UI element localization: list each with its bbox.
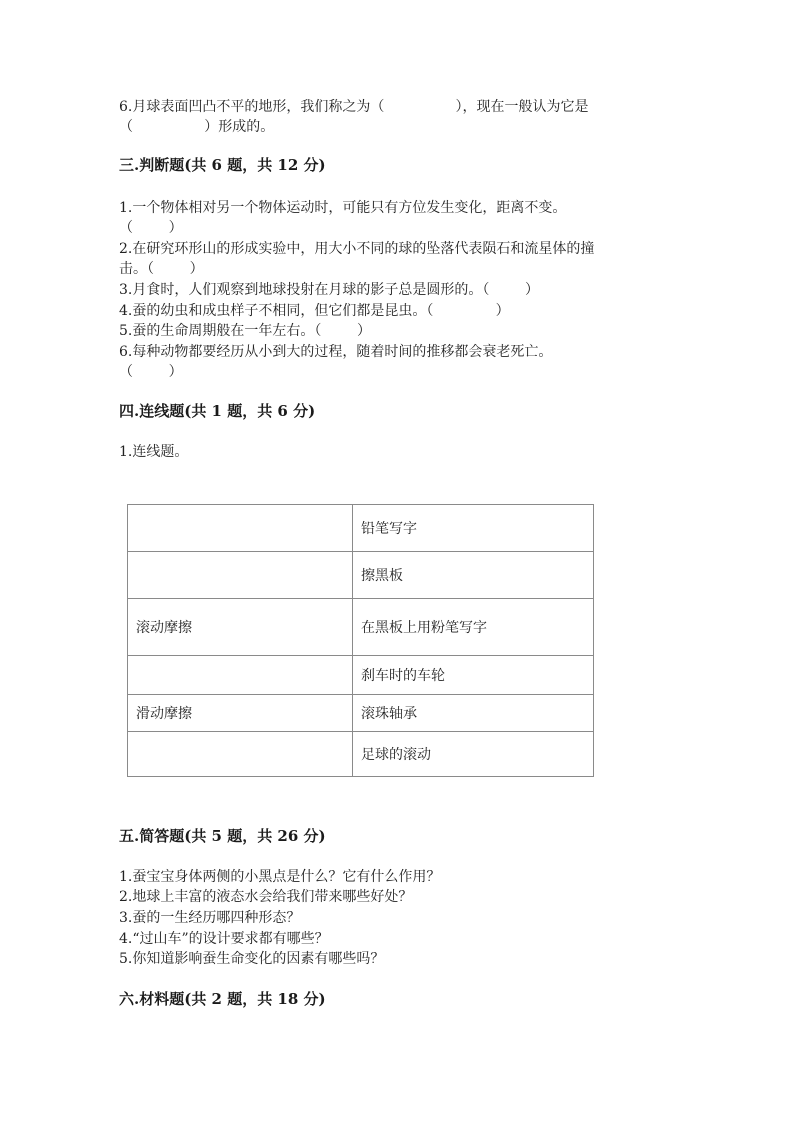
- judge-q6-line1: 6.每种动物都要经历从小到大的过程，随着时间的推移都会衰老死亡。: [119, 344, 553, 360]
- judge-q3: 3.月食时，人们观察到地球投射在月球的影子总是圆形的。（ ）: [119, 282, 539, 298]
- section-5-title: 五.简答题(共 5 题，共 26 分): [119, 827, 326, 845]
- judge-q1-line1: 1.一个物体相对另一个物体运动时，可能只有方位发生变化，距离不变。: [119, 200, 567, 216]
- judge-q1-line2: （ ）: [119, 220, 183, 236]
- short-answer-q1: 1.蚕宝宝身体两侧的小黑点是什么？它有什么作用？: [119, 869, 441, 885]
- table-row: [128, 505, 594, 552]
- judge-q2-line1: 2.在研究环形山的形成实验中，用大小不同的球的坠落代表陨石和流星体的撞: [119, 241, 595, 257]
- section-4-title: 四.连线题(共 1 题，共 6 分): [119, 402, 316, 420]
- short-answer-q3: 3.蚕的一生经历哪四种形态？: [119, 910, 301, 926]
- table-cell-left: [128, 552, 353, 599]
- judge-q2-line2: 击。（ ）: [119, 261, 204, 277]
- table-row: [128, 599, 594, 656]
- table-cell-left: 滑动摩擦: [128, 695, 353, 732]
- table-row: [128, 656, 594, 695]
- judge-q5: 5.蚕的生命周期般在一年左右。（ ）: [119, 323, 371, 339]
- table-row: [128, 695, 594, 732]
- table-cell-right: 足球的滚动: [353, 732, 594, 777]
- table-cell-left: 滚动摩擦: [128, 599, 353, 656]
- section-6-title: 六.材料题(共 2 题，共 18 分): [119, 990, 326, 1008]
- section-3-title: 三.判断题(共 6 题，共 12 分): [119, 156, 326, 174]
- judge-q6-line2: （ ）: [119, 364, 183, 380]
- short-answer-q5: 5.你知道影响蚕生命变化的因素有哪些吗？: [119, 951, 385, 967]
- table-cell-right: 铅笔写字: [353, 505, 594, 552]
- matching-table: [127, 504, 594, 777]
- short-answer-q4: 4.“过山车”的设计要求都有哪些？: [119, 931, 329, 947]
- table-cell-left: [128, 732, 353, 777]
- table-row: [128, 552, 594, 599]
- table-cell-right: 刹车时的车轮: [353, 656, 594, 695]
- judge-q4: 4.蚕的幼虫和成虫样子不相同，但它们都是昆虫。（ ）: [119, 303, 510, 319]
- table-row: [128, 732, 594, 777]
- fill-blank-q6-line1: 6.月球表面凹凸不平的地形，我们称之为（ ），现在一般认为它是: [119, 99, 589, 115]
- table-cell-left: [128, 505, 353, 552]
- matching-question: 1.连线题。: [119, 444, 189, 460]
- short-answer-q2: 2.地球上丰富的液态水会给我们带来哪些好处？: [119, 889, 413, 905]
- table-cell-right: 擦黑板: [353, 552, 594, 599]
- table-cell-right: 在黑板上用粉笔写字: [353, 599, 594, 656]
- table-cell-right: 滚珠轴承: [353, 695, 594, 732]
- table-cell-left: [128, 656, 353, 695]
- fill-blank-q6-line2: （ ）形成的。: [119, 119, 275, 135]
